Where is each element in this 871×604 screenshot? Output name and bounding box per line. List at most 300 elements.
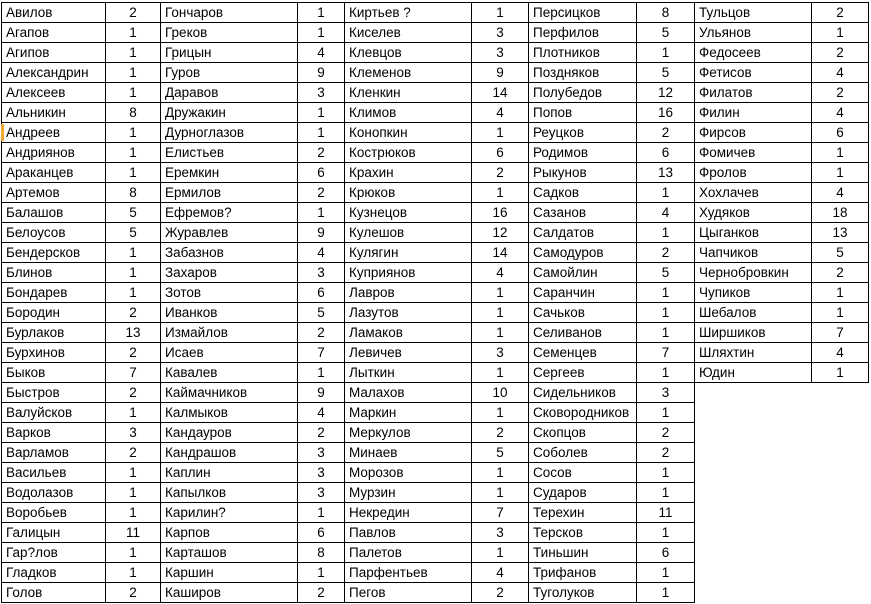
count-cell[interactable]: 4 bbox=[637, 203, 695, 223]
surname-cell[interactable]: Александрин bbox=[2, 63, 106, 83]
surname-cell[interactable]: Гладков bbox=[2, 563, 106, 583]
count-cell[interactable]: 1 bbox=[812, 143, 869, 163]
count-cell[interactable]: 1 bbox=[637, 183, 695, 203]
count-cell[interactable]: 1 bbox=[812, 363, 869, 383]
table-row bbox=[2, 503, 161, 523]
count-cell[interactable]: 1 bbox=[106, 463, 161, 483]
count-cell[interactable]: 2 bbox=[637, 123, 695, 143]
surname-cell[interactable]: Артемов bbox=[2, 183, 106, 203]
surname-cell[interactable]: Агипов bbox=[2, 43, 106, 63]
count-cell[interactable]: 5 bbox=[298, 303, 345, 323]
count-cell[interactable]: 8 bbox=[106, 183, 161, 203]
count-cell[interactable]: 8 bbox=[637, 3, 695, 23]
surname-cell[interactable]: Скопцов bbox=[529, 423, 637, 443]
count-cell[interactable]: 4 bbox=[812, 63, 869, 83]
count-cell[interactable]: 8 bbox=[298, 543, 345, 563]
count-cell[interactable]: 5 bbox=[637, 23, 695, 43]
count-cell[interactable]: 3 bbox=[298, 463, 345, 483]
surname-cell[interactable]: Клеменов bbox=[345, 63, 472, 83]
count-cell[interactable]: 3 bbox=[637, 383, 695, 403]
table-row bbox=[529, 203, 695, 223]
surname-cell[interactable]: Малахов bbox=[345, 383, 472, 403]
surname-cell[interactable]: Морозов bbox=[345, 463, 472, 483]
surname-cell[interactable]: Греков bbox=[161, 23, 298, 43]
count-cell[interactable]: 1 bbox=[106, 563, 161, 583]
count-cell[interactable]: 4 bbox=[472, 103, 529, 123]
surname-cell[interactable]: Белоусов bbox=[2, 223, 106, 243]
surname-cell[interactable]: Забазнов bbox=[161, 243, 298, 263]
surname-cell[interactable]: Реуцков bbox=[529, 123, 637, 143]
surname-cell[interactable]: Терехин bbox=[529, 503, 637, 523]
count-cell[interactable]: 13 bbox=[812, 223, 869, 243]
count-cell[interactable]: 12 bbox=[637, 83, 695, 103]
table-row bbox=[345, 243, 529, 263]
surname-cell[interactable]: Климов bbox=[345, 103, 472, 123]
surname-cell[interactable]: Юдин bbox=[695, 363, 812, 383]
count-cell[interactable]: 1 bbox=[472, 323, 529, 343]
surname-cell[interactable]: Худяков bbox=[695, 203, 812, 223]
surname-cell[interactable]: Бендерсков bbox=[2, 243, 106, 263]
surname-cell[interactable]: Варков bbox=[2, 423, 106, 443]
surname-cell[interactable]: Гончаров bbox=[161, 3, 298, 23]
surname-cell[interactable]: Измайлов bbox=[161, 323, 298, 343]
count-cell[interactable]: 1 bbox=[472, 363, 529, 383]
table-row bbox=[345, 103, 529, 123]
count-cell[interactable]: 18 bbox=[812, 203, 869, 223]
count-cell[interactable]: 2 bbox=[106, 343, 161, 363]
count-cell[interactable]: 4 bbox=[298, 243, 345, 263]
count-cell[interactable]: 1 bbox=[637, 43, 695, 63]
surname-cell[interactable]: Каймачников bbox=[161, 383, 298, 403]
surname-cell[interactable]: Каширов bbox=[161, 583, 298, 603]
count-cell[interactable]: 5 bbox=[637, 263, 695, 283]
count-cell[interactable]: 1 bbox=[472, 283, 529, 303]
surname-cell[interactable]: Андреев bbox=[2, 123, 106, 143]
surname-cell[interactable]: Сосов bbox=[529, 463, 637, 483]
surname-cell[interactable]: Сударов bbox=[529, 483, 637, 503]
surname-cell[interactable]: Гуров bbox=[161, 63, 298, 83]
surname-cell[interactable]: Ульянов bbox=[695, 23, 812, 43]
count-cell[interactable]: 1 bbox=[106, 143, 161, 163]
surname-cell[interactable]: Перфилов bbox=[529, 23, 637, 43]
surname-cell[interactable]: Галицын bbox=[2, 523, 106, 543]
count-cell[interactable]: 6 bbox=[472, 143, 529, 163]
count-cell[interactable]: 13 bbox=[106, 323, 161, 343]
table-row bbox=[695, 83, 869, 103]
count-cell[interactable]: 6 bbox=[298, 523, 345, 543]
count-cell[interactable]: 16 bbox=[472, 203, 529, 223]
count-cell[interactable]: 1 bbox=[106, 543, 161, 563]
count-cell[interactable]: 5 bbox=[812, 243, 869, 263]
count-cell[interactable]: 2 bbox=[298, 423, 345, 443]
table-row bbox=[345, 83, 529, 103]
surname-cell[interactable]: Киртьев ? bbox=[345, 3, 472, 23]
surname-cell[interactable]: Кузнецов bbox=[345, 203, 472, 223]
count-cell[interactable]: 1 bbox=[106, 163, 161, 183]
surname-cell[interactable]: Хохлачев bbox=[695, 183, 812, 203]
surname-cell[interactable]: Исаев bbox=[161, 343, 298, 363]
surname-cell[interactable]: Филин bbox=[695, 103, 812, 123]
count-cell[interactable]: 5 bbox=[472, 443, 529, 463]
surname-cell[interactable]: Карташов bbox=[161, 543, 298, 563]
table-row bbox=[161, 263, 345, 283]
count-cell[interactable]: 11 bbox=[637, 503, 695, 523]
count-cell[interactable]: 2 bbox=[472, 583, 529, 603]
cell-cursor-marker bbox=[1, 124, 4, 141]
count-cell[interactable]: 1 bbox=[106, 243, 161, 263]
count-cell[interactable]: 5 bbox=[637, 63, 695, 83]
count-cell[interactable]: 6 bbox=[637, 543, 695, 563]
count-cell[interactable]: 2 bbox=[472, 423, 529, 443]
surname-cell[interactable]: Бурхинов bbox=[2, 343, 106, 363]
count-cell[interactable]: 2 bbox=[812, 263, 869, 283]
surname-cell[interactable]: Парфентьев bbox=[345, 563, 472, 583]
count-cell[interactable]: 3 bbox=[472, 43, 529, 63]
surname-cell[interactable]: Меркулов bbox=[345, 423, 472, 443]
count-cell[interactable]: 12 bbox=[472, 223, 529, 243]
count-cell[interactable]: 1 bbox=[298, 3, 345, 23]
surname-cell[interactable]: Маркин bbox=[345, 403, 472, 423]
surname-cell[interactable]: Павлов bbox=[345, 523, 472, 543]
surname-cell[interactable]: Киселев bbox=[345, 23, 472, 43]
count-cell[interactable]: 5 bbox=[106, 223, 161, 243]
count-cell[interactable]: 1 bbox=[298, 563, 345, 583]
surname-cell[interactable]: Чернобровкин bbox=[695, 263, 812, 283]
surname-cell[interactable]: Пегов bbox=[345, 583, 472, 603]
count-cell[interactable]: 1 bbox=[472, 403, 529, 423]
surname-cell[interactable]: Самойлин bbox=[529, 263, 637, 283]
surname-cell[interactable]: Водолазов bbox=[2, 483, 106, 503]
surname-cell[interactable]: Чапчиков bbox=[695, 243, 812, 263]
surname-cell[interactable]: Кулешов bbox=[345, 223, 472, 243]
count-cell[interactable]: 2 bbox=[812, 3, 869, 23]
surname-cell[interactable]: Филатов bbox=[695, 83, 812, 103]
surname-cell[interactable]: Быков bbox=[2, 363, 106, 383]
count-cell[interactable]: 1 bbox=[637, 303, 695, 323]
count-cell[interactable]: 1 bbox=[812, 163, 869, 183]
count-cell[interactable]: 3 bbox=[298, 263, 345, 283]
count-cell[interactable]: 1 bbox=[106, 483, 161, 503]
count-cell[interactable]: 2 bbox=[298, 323, 345, 343]
surname-cell[interactable]: Араканцев bbox=[2, 163, 106, 183]
surname-cell[interactable]: Федосеев bbox=[695, 43, 812, 63]
count-cell[interactable]: 1 bbox=[106, 123, 161, 143]
surname-cell[interactable]: Каршин bbox=[161, 563, 298, 583]
count-cell[interactable]: 2 bbox=[472, 163, 529, 183]
surname-cell[interactable]: Попов bbox=[529, 103, 637, 123]
count-cell[interactable]: 4 bbox=[298, 403, 345, 423]
surname-cell[interactable]: Журавлев bbox=[161, 223, 298, 243]
count-cell[interactable]: 13 bbox=[637, 163, 695, 183]
surname-cell[interactable]: Воробьев bbox=[2, 503, 106, 523]
count-cell[interactable]: 4 bbox=[812, 183, 869, 203]
surname-cell[interactable]: Родимов bbox=[529, 143, 637, 163]
count-cell[interactable]: 2 bbox=[637, 243, 695, 263]
count-cell[interactable]: 2 bbox=[298, 583, 345, 603]
table-row bbox=[529, 143, 695, 163]
count-cell[interactable]: 1 bbox=[298, 23, 345, 43]
surname-cell[interactable]: Фетисов bbox=[695, 63, 812, 83]
surname-cell[interactable]: Сазанов bbox=[529, 203, 637, 223]
count-cell[interactable]: 16 bbox=[637, 103, 695, 123]
count-cell[interactable]: 1 bbox=[472, 183, 529, 203]
surname-cell[interactable]: Чупиков bbox=[695, 283, 812, 303]
surname-cell[interactable]: Альникин bbox=[2, 103, 106, 123]
count-cell[interactable]: 1 bbox=[472, 543, 529, 563]
surname-cell[interactable]: Лавров bbox=[345, 283, 472, 303]
count-cell[interactable]: 11 bbox=[106, 523, 161, 543]
surname-cell[interactable]: Салдатов bbox=[529, 223, 637, 243]
surname-cell[interactable]: Ефремов? bbox=[161, 203, 298, 223]
count-cell[interactable]: 7 bbox=[472, 503, 529, 523]
count-cell[interactable]: 1 bbox=[637, 283, 695, 303]
surname-cell[interactable]: Захаров bbox=[161, 263, 298, 283]
surname-cell[interactable]: Бородин bbox=[2, 303, 106, 323]
surname-cell[interactable]: Садков bbox=[529, 183, 637, 203]
surname-cell[interactable]: Фролов bbox=[695, 163, 812, 183]
count-cell[interactable]: 3 bbox=[106, 423, 161, 443]
surname-cell[interactable]: Грицын bbox=[161, 43, 298, 63]
count-cell[interactable]: 1 bbox=[472, 463, 529, 483]
count-cell[interactable]: 1 bbox=[298, 123, 345, 143]
surname-cell[interactable]: Палетов bbox=[345, 543, 472, 563]
count-cell[interactable]: 8 bbox=[106, 103, 161, 123]
count-cell[interactable]: 7 bbox=[637, 343, 695, 363]
surname-cell[interactable]: Фирсов bbox=[695, 123, 812, 143]
count-cell[interactable]: 2 bbox=[637, 443, 695, 463]
count-cell[interactable]: 1 bbox=[298, 103, 345, 123]
surname-cell[interactable]: Капылков bbox=[161, 483, 298, 503]
count-cell[interactable]: 2 bbox=[106, 383, 161, 403]
surname-cell[interactable]: Шляхтин bbox=[695, 343, 812, 363]
table-row bbox=[695, 163, 869, 183]
table-row bbox=[529, 343, 695, 363]
table-row bbox=[2, 183, 161, 203]
surname-cell[interactable]: Терсков bbox=[529, 523, 637, 543]
count-cell[interactable]: 1 bbox=[472, 303, 529, 323]
table-row bbox=[161, 323, 345, 343]
surname-cell[interactable]: Калмыков bbox=[161, 403, 298, 423]
surname-cell[interactable]: Семенцев bbox=[529, 343, 637, 363]
count-cell[interactable]: 3 bbox=[298, 483, 345, 503]
count-cell[interactable]: 2 bbox=[812, 83, 869, 103]
count-cell[interactable]: 4 bbox=[472, 263, 529, 283]
surname-cell[interactable]: Конопкин bbox=[345, 123, 472, 143]
surname-cell[interactable]: Дружакин bbox=[161, 103, 298, 123]
count-cell[interactable]: 1 bbox=[812, 283, 869, 303]
surname-cell[interactable]: Бондарев bbox=[2, 283, 106, 303]
surname-cell[interactable]: Кандауров bbox=[161, 423, 298, 443]
surname-cell[interactable]: Тиньшин bbox=[529, 543, 637, 563]
count-cell[interactable]: 1 bbox=[472, 3, 529, 23]
count-cell[interactable]: 7 bbox=[298, 343, 345, 363]
count-cell[interactable]: 1 bbox=[106, 43, 161, 63]
count-cell[interactable]: 1 bbox=[637, 223, 695, 243]
count-cell[interactable]: 2 bbox=[637, 423, 695, 443]
count-cell[interactable]: 9 bbox=[472, 63, 529, 83]
surname-cell[interactable]: Кострюков bbox=[345, 143, 472, 163]
surname-cell[interactable]: Сковородников bbox=[529, 403, 637, 423]
surname-cell[interactable]: Клевцов bbox=[345, 43, 472, 63]
surname-cell[interactable]: Каплин bbox=[161, 463, 298, 483]
count-cell[interactable]: 6 bbox=[298, 163, 345, 183]
surname-cell[interactable]: Ширшиков bbox=[695, 323, 812, 343]
table-row bbox=[695, 3, 869, 23]
count-cell[interactable]: 1 bbox=[637, 563, 695, 583]
table-row bbox=[529, 463, 695, 483]
count-cell[interactable]: 1 bbox=[812, 23, 869, 43]
count-cell[interactable]: 7 bbox=[106, 363, 161, 383]
count-cell[interactable]: 14 bbox=[472, 83, 529, 103]
surname-cell[interactable]: Шебалов bbox=[695, 303, 812, 323]
count-cell[interactable]: 1 bbox=[637, 403, 695, 423]
count-cell[interactable]: 1 bbox=[106, 63, 161, 83]
surname-cell[interactable]: Левичев bbox=[345, 343, 472, 363]
count-cell[interactable]: 14 bbox=[472, 243, 529, 263]
count-cell[interactable]: 4 bbox=[812, 343, 869, 363]
surname-column-2 bbox=[160, 2, 345, 603]
surname-cell[interactable]: Некредин bbox=[345, 503, 472, 523]
surname-cell[interactable]: Балашов bbox=[2, 203, 106, 223]
count-cell[interactable]: 3 bbox=[472, 23, 529, 43]
surname-cell[interactable]: Крахин bbox=[345, 163, 472, 183]
surname-cell[interactable]: Рыкунов bbox=[529, 163, 637, 183]
surname-cell[interactable]: Гар?лов bbox=[2, 543, 106, 563]
count-cell[interactable]: 1 bbox=[106, 83, 161, 103]
count-cell[interactable]: 1 bbox=[472, 123, 529, 143]
surname-cell[interactable]: Андриянов bbox=[2, 143, 106, 163]
surname-cell[interactable]: Лазутов bbox=[345, 303, 472, 323]
surname-cell[interactable]: Самодуров bbox=[529, 243, 637, 263]
surname-cell[interactable]: Фомичев bbox=[695, 143, 812, 163]
count-cell[interactable]: 1 bbox=[298, 503, 345, 523]
surname-cell[interactable]: Полубедов bbox=[529, 83, 637, 103]
surname-cell[interactable]: Кавалев bbox=[161, 363, 298, 383]
surname-cell[interactable]: Кандрашов bbox=[161, 443, 298, 463]
surname-cell[interactable]: Авилов bbox=[2, 3, 106, 23]
surname-cell[interactable]: Карилин? bbox=[161, 503, 298, 523]
surname-cell[interactable]: Варламов bbox=[2, 443, 106, 463]
surname-cell[interactable]: Селиванов bbox=[529, 323, 637, 343]
surname-cell[interactable]: Алексеев bbox=[2, 83, 106, 103]
surname-cell[interactable]: Дурноглазов bbox=[161, 123, 298, 143]
surname-cell[interactable]: Даравов bbox=[161, 83, 298, 103]
count-cell[interactable]: 4 bbox=[812, 103, 869, 123]
count-cell[interactable]: 1 bbox=[106, 283, 161, 303]
table-row bbox=[161, 383, 345, 403]
count-cell[interactable]: 4 bbox=[298, 43, 345, 63]
surname-cell[interactable]: Ламаков bbox=[345, 323, 472, 343]
surname-cell[interactable]: Голов bbox=[2, 583, 106, 603]
count-cell[interactable]: 2 bbox=[298, 183, 345, 203]
count-cell[interactable]: 6 bbox=[637, 143, 695, 163]
surname-cell[interactable]: Туголуков bbox=[529, 583, 637, 603]
surname-cell[interactable]: Иванков bbox=[161, 303, 298, 323]
surname-cell[interactable]: Мурзин bbox=[345, 483, 472, 503]
surname-cell[interactable]: Елистьев bbox=[161, 143, 298, 163]
table-row bbox=[161, 543, 345, 563]
count-cell[interactable]: 9 bbox=[298, 63, 345, 83]
surname-cell[interactable]: Бурлаков bbox=[2, 323, 106, 343]
surname-cell[interactable]: Еремкин bbox=[161, 163, 298, 183]
surname-cell[interactable]: Сидельников bbox=[529, 383, 637, 403]
count-cell[interactable]: 3 bbox=[472, 523, 529, 543]
table-row bbox=[2, 443, 161, 463]
surname-cell[interactable]: Поздняков bbox=[529, 63, 637, 83]
count-cell[interactable]: 4 bbox=[472, 563, 529, 583]
count-cell[interactable]: 1 bbox=[637, 463, 695, 483]
surname-cell[interactable]: Цыганков bbox=[695, 223, 812, 243]
surname-cell[interactable]: Сергеев bbox=[529, 363, 637, 383]
surname-cell[interactable]: Лыткин bbox=[345, 363, 472, 383]
table-row bbox=[161, 43, 345, 63]
surname-cell[interactable]: Куприянов bbox=[345, 263, 472, 283]
count-cell[interactable]: 1 bbox=[106, 263, 161, 283]
count-cell[interactable]: 2 bbox=[106, 583, 161, 603]
count-cell[interactable]: 1 bbox=[637, 483, 695, 503]
count-cell[interactable]: 2 bbox=[106, 443, 161, 463]
count-cell[interactable]: 1 bbox=[812, 303, 869, 323]
count-cell[interactable]: 9 bbox=[298, 223, 345, 243]
count-cell[interactable]: 6 bbox=[812, 123, 869, 143]
count-cell[interactable]: 1 bbox=[472, 483, 529, 503]
count-cell[interactable]: 10 bbox=[472, 383, 529, 403]
surname-cell[interactable]: Быстров bbox=[2, 383, 106, 403]
count-cell[interactable]: 2 bbox=[106, 303, 161, 323]
surname-cell[interactable]: Тульцов bbox=[695, 3, 812, 23]
surname-cell[interactable]: Минаев bbox=[345, 443, 472, 463]
surname-cell[interactable]: Сачьков bbox=[529, 303, 637, 323]
count-cell[interactable]: 5 bbox=[106, 203, 161, 223]
count-cell[interactable]: 1 bbox=[637, 323, 695, 343]
table-row bbox=[529, 183, 695, 203]
count-cell[interactable]: 1 bbox=[298, 203, 345, 223]
count-cell[interactable]: 3 bbox=[298, 83, 345, 103]
surname-cell[interactable]: Агапов bbox=[2, 23, 106, 43]
count-cell[interactable]: 1 bbox=[106, 503, 161, 523]
surname-cell[interactable]: Блинов bbox=[2, 263, 106, 283]
surname-cell[interactable]: Саранчин bbox=[529, 283, 637, 303]
count-cell[interactable]: 2 bbox=[298, 143, 345, 163]
table-row bbox=[529, 563, 695, 583]
surname-cell[interactable]: Валуйсков bbox=[2, 403, 106, 423]
surname-cell[interactable]: Персицков bbox=[529, 3, 637, 23]
surname-cell[interactable]: Трифанов bbox=[529, 563, 637, 583]
surname-cell[interactable]: Карпов bbox=[161, 523, 298, 543]
surname-cell[interactable]: Ермилов bbox=[161, 183, 298, 203]
surname-cell[interactable]: Крюков bbox=[345, 183, 472, 203]
surname-cell[interactable]: Кулягин bbox=[345, 243, 472, 263]
count-cell[interactable]: 1 bbox=[106, 23, 161, 43]
surname-cell[interactable]: Васильев bbox=[2, 463, 106, 483]
count-cell[interactable]: 7 bbox=[812, 323, 869, 343]
surname-cell[interactable]: Плотников bbox=[529, 43, 637, 63]
count-cell[interactable]: 3 bbox=[298, 443, 345, 463]
surname-cell[interactable]: Соболев bbox=[529, 443, 637, 463]
count-cell[interactable]: 3 bbox=[472, 343, 529, 363]
surname-cell[interactable]: Зотов bbox=[161, 283, 298, 303]
count-cell[interactable]: 9 bbox=[298, 383, 345, 403]
count-cell[interactable]: 1 bbox=[637, 523, 695, 543]
count-cell[interactable]: 1 bbox=[106, 403, 161, 423]
count-cell[interactable]: 2 bbox=[812, 43, 869, 63]
count-cell[interactable]: 1 bbox=[298, 363, 345, 383]
count-cell[interactable]: 1 bbox=[637, 363, 695, 383]
surname-cell[interactable]: Кленкин bbox=[345, 83, 472, 103]
count-cell[interactable]: 1 bbox=[637, 583, 695, 603]
count-cell[interactable]: 2 bbox=[106, 3, 161, 23]
count-cell[interactable]: 6 bbox=[298, 283, 345, 303]
